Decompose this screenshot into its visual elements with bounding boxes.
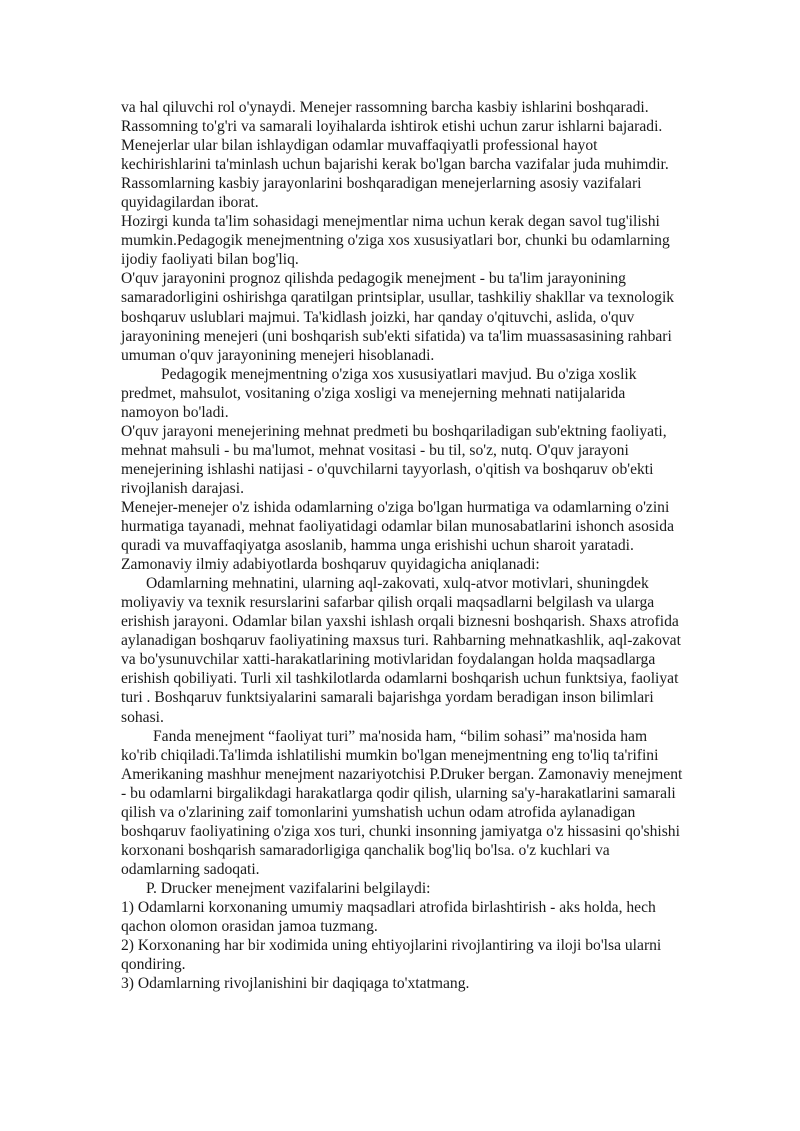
paragraph-1: va hal qiluvchi rol o'ynaydi. Menejer rassomning barcha kasbiy ishlarini boshqaradi. Rassomning to'g'ri va samarali loyihalarda ishtirok etishi uchun zarur ishlarni bajaradi. [121, 99, 663, 136]
paragraph-5: Pedagogik menejmentning o'ziga xos xususiyatlari mavjud. Bu o'ziga xoslik predmet, mahsulot, vositaning o'ziga xosligi va menejerning mehnati natijalarida namoyon bo'ladi. [121, 365, 637, 421]
paragraph-4: O'quv jarayonini prognoz qilishda pedagogik menejment - bu ta'lim jarayonining samaradorligini oshirishga qaratilgan printsiplar, usullar, tashkiliy shakllar va texnologik boshqaruv uslublari majmui. Ta'kidlash joizki, har qanday o'qituvchi, aslida, o'quv jarayonining menejeri (uni boshqarish sub'ekti sifatida) va ta'lim muassasasining rahbari umuman o'quv jarayonining menejeri hisoblanadi. [121, 270, 675, 364]
paragraph-10: P. Drucker menejment vazifalarini belgilaydi: [146, 879, 431, 897]
paragraph-7: Menejer-menejer o'z ishida odamlarning o'ziga bo'lgan hurmatiga va odamlarning o'zini hurmatiga tayanadi, mehnat faoliyatidagi odamlar bilan munosabatlarini ishonch asosida quradi va muvaffaqiyatga asoslanib, hamma unga erishishi uchun sharoit yaratadi. Zamonaviy ilmiy adabiyotlarda boshqaruv quyidagicha aniqlanadi: [121, 498, 674, 574]
list-item-1: 1) Odamlarni korxonaning umumiy maqsadlari atrofida birlashtirish - aks holda, hech qachon olomon orasidan jamoa tuzmang. [121, 898, 656, 936]
paragraph-6: O'quv jarayoni menejerining mehnat predmeti bu boshqariladigan sub'ektning faoliyati, mehnat mahsuli - bu ma'lumot, mehnat vositasi - bu til, so'z, nutq. O'quv jarayoni menejerining ishlashi natijasi - o'quvchilarni tayyorlash, o'qitish va boshqaruv ob'ekti rivojlanish darajasi. [121, 422, 667, 497]
paragraph-3: Hozirgi kunda ta'lim sohasidagi menejmentlar nima uchun kerak degan savol tug'ilishi mumkin.Pedagogik menejmentning o'ziga xos xususiyatlari bor, chunki bu odamlarning ijodiy faoliyati bilan bog'liq. [121, 213, 670, 269]
list-item-2: 2) Korxonaning har bir xodimida uning ehtiyojlarini rivojlantiring va iloji bo'lsa ularni qondiring. [121, 937, 662, 974]
paragraph-8: Odamlarning mehnatini, ularning aql-zakovati, xulq-atvor motivlari, shuningdek moliyaviy va texnik resurslarini safarbar qilish orqali maqsadlarni belgilash va ularga erishish jarayoni. Odamlar bilan yaxshi ishlash orqali biznesni boshqarish. Shaxs atrofida aylanadigan boshqaruv faoliyatining maxsus turi. Rahbarning mehnatkashlik, aql-zakovat va bo'ysunuvchilar xatti-harakatlarining motivlaridan foydalangan holda maqsadlarga erishish qobiliyati. Turli xil tashkilotlarda odamlarni boshqarish uchun funktsiya, faoliyat turi . Boshqaruv funktsiyalarini samarali bajarishga yordam beradigan inson bilimlari sohasi. [121, 575, 681, 726]
list-item-3: 3) Odamlarning rivojlanishini bir daqiqaga to'xtatmang. [121, 975, 470, 993]
paragraph-2: Menejerlar ular bilan ishlaydigan odamlar muvaffaqiyatli professional hayot kechirishlarini ta'minlash uchun bajarishi kerak bo'lgan barcha vazifalar juda muhimdir. Rassomlarning kasbiy jarayonlarini boshqaradigan menejerlarning asosiy vazifalari quyidagilardan iborat. [121, 137, 669, 212]
document-page [121, 98, 683, 993]
paragraph-9: Fanda menejment “faoliyat turi” ma'nosida ham, “bilim sohasi” ma'nosida ham ko'rib chiqiladi.Ta'limda ishlatilishi mumkin bo'lgan menejmentning eng to'liq ta'rifini Amerikaning mashhur menejment nazariyotchisi P.Druker bergan. Zamonaviy menejment - bu odamlarni birgalikdagi harakatlarga qodir qilish, ularning sa'y-harakatlarini samarali qilish va o'zlarining zaif tomonlarini yumshatish uchun odam atrofida aylanadigan boshqaruv faoliyatining o'ziga xos turi, chunki insonning jamiyatga o'z hissasini qo'shishi korxonani boshqarish samaradorligiga qanchalik bog'liq bo'lsa. o'z kuchlari va odamlarning sadoqati. [121, 727, 683, 878]
